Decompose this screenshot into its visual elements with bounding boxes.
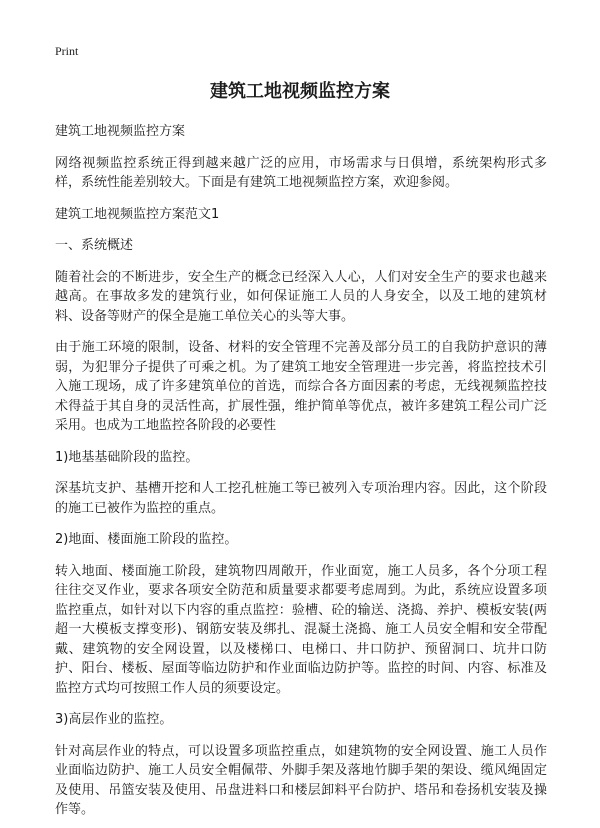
body-paragraph: 深基坑支护、基槽开挖和人工挖孔桩施工等已被列入专项治理内容。因此，这个阶段的施工已被作为监控的重点。	[55, 481, 547, 516]
subheading-highrise: 3)高层作业的监控。	[55, 712, 173, 727]
body-paragraph: 随着社会的不断进步，安全生产的概念已经深入人心，人们对安全生产的要求也越来越高。在事故多发的建筑行业，如何保证施工人员的人身安全，以及工地的建筑材料、设备等财产的保全是施工单位关心的头等大事。	[55, 269, 547, 324]
subheading-foundation: 1)地基基础阶段的监控。	[55, 449, 199, 465]
section-heading-overview: 一、系统概述	[55, 238, 134, 253]
intro-paragraph: 网络视频监控系统正得到越来越广泛的应用，市场需求与日俱增，系统架构形式多样，系统性能差别较大。下面是有建筑工地视频监控方案，欢迎参阅。	[55, 155, 547, 190]
body-paragraph: 针对高层作业的特点，可以设置多项监控重点，如建筑物的安全网设置、施工人员作业面临边防护、施工人员安全帽佩带、外脚手架及落地竹脚手架的架设、缆风绳固定及使用、吊篮安装及使用、吊盘进料口和楼层卸料平台防护、塔吊和卷扬机安装及操作等。	[55, 743, 547, 817]
doc-subtitle: 建筑工地视频监控方案	[55, 124, 186, 139]
section-heading-sample1: 建筑工地视频监控方案范文1	[55, 206, 220, 222]
body-paragraph: 由于施工环境的限制，设备、材料的安全管理不完善及部分员工的自我防护意识的薄弱，为犯罪分子提供了可乘之机。为了建筑工地安全管理进一步完善，将监控技术引入施工现场，成了许多建筑单位的首选，而综合各方面因素的考虑，无线视频监控技术得益于其自身的灵活性高，扩展性强，维护简单等优点，被许多建筑工程公司广泛采用。也成为工地监控各阶段的必要性	[55, 340, 547, 433]
body-paragraph: 转入地面、楼面施工阶段，建筑物四周敞开，作业面宽，施工人员多，各个分项工程往往交叉作业，要求各项安全防范和质量要求都要考虑周到。为此，系统应设置多项监控重点，如针对以下内容的重点监控：验槽、砼的输送、浇捣、养护、模板安装(两超一大模板支撑变形)、钢筋安装及绑扎、混凝土浇捣、施工人员安全帽和安全带配戴、建筑物的安全网设置，以及楼梯口、电梯口、井口防护、预留洞口、坑井口防护、阳台、楼板、屋面等临边防护和作业面临边防护等。监控的时间、内容、标准及监控方式均可按照工作人员的须要设定。	[55, 563, 547, 696]
document-body	[55, 122, 547, 828]
print-link[interactable]: Print	[55, 44, 79, 58]
document-title: 建筑工地视频监控方案	[210, 81, 390, 102]
subheading-floor: 2)地面、楼面施工阶段的监控。	[55, 532, 238, 547]
